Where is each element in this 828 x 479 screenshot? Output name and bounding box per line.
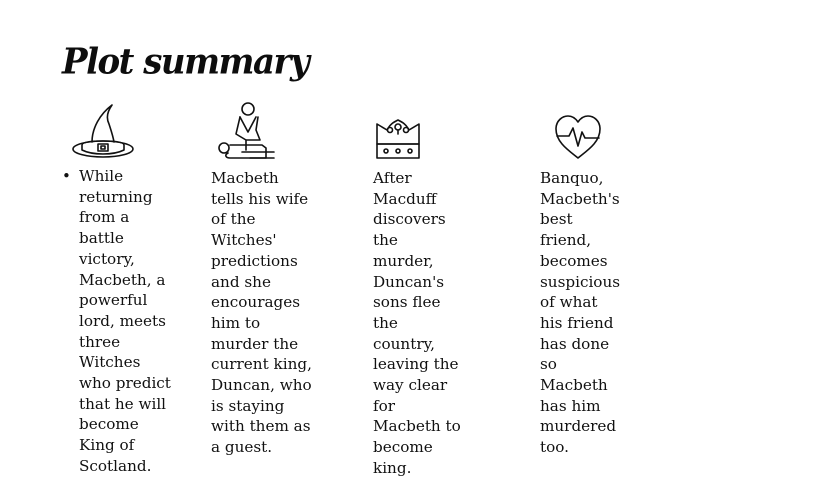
witch-hat-icon [70, 102, 134, 162]
plot-point-list [62, 166, 177, 477]
plot-point-3-text: After Macduff discovers the murder, Duncan's sons flee the country, leaving the way clear for Macbeth to become king. [373, 169, 461, 477]
bullet-icon: • [62, 167, 71, 185]
cpr-person-icon [216, 100, 278, 164]
plot-point-1-text: While returning from a battle victory, Macbeth, a powerful lord, meets three Witches who predict that he will become King of Scotland. [79, 167, 171, 475]
plot-point-4-text: Banquo, Macbeth's best friend, becomes suspicious of what his friend has done so Macbeth has him murdered too. [540, 169, 621, 457]
plot-point-2-text: Macbeth tells his wife of the Witches' predictions and she encourages him to murder the current king, Duncan, who is staying with them as a guest. [211, 169, 312, 457]
slide-title: Plot summary [62, 40, 309, 83]
heartbeat-heart-icon [554, 114, 602, 160]
plot-point-1 [62, 166, 177, 477]
crown-icon [375, 118, 421, 160]
